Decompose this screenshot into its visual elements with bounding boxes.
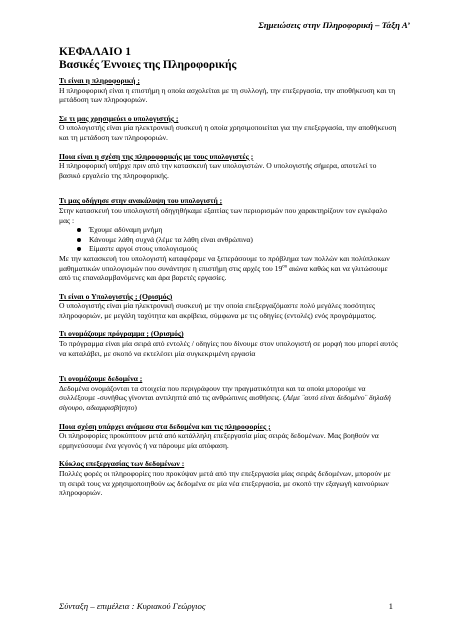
- section-relation: [59, 152, 399, 181]
- section-heading: Τι ονομάζουμε πρόγραμμα ; (Ορισμός): [59, 329, 184, 339]
- section-heading: Τι μας οδήγησε στην ανακάλυψη του υπολογιστή ;: [59, 196, 223, 206]
- chapter-title-block: [59, 46, 236, 72]
- chapter-number: ΚΕΦΑΛΑΙΟ 1: [59, 46, 132, 58]
- chapter-title: Βασικές Έννοιες της Πληροφορικής: [59, 59, 237, 71]
- text-part: αιώνα καθώς και να γλιτώσουμε από τις επαναλαμβανόμενες και άρα βαρετές εργασίες.: [59, 263, 388, 283]
- section-heading: Ποια είναι η σχέση της πληροφορικής με τους υπολογιστές ;: [59, 151, 254, 161]
- section-text: Η πληροφορική είναι η επιστήμη η οποία ασχολείται με τη συλλογή, την επεξεργασία, την αποθήκευση και τη μετάδοση των πληροφοριών.: [59, 85, 396, 105]
- list-item: Έχουμε αδύναμη μνήμη: [89, 225, 399, 235]
- section-text: Το πρόγραμμα είναι μία σειρά από εντολές / οδηγίες που δίνουμε στον υπολογιστή σε μορφή που μπορεί αυτός να καταλάβει, με σκοπό να εκτελέσει μία συγκεκριμένη εργασία: [59, 339, 398, 358]
- text-part: Δεδομένα ονομάζονται τα στοιχεία που περιγράφουν την πραγματικότητα και τα οποία μπορούμε να συλλέξουμε -συνήθως γίνονται αντιληπτά από τις ανθρώπινες αισθήσεις. (: [59, 383, 366, 403]
- section-text: Στην κατασκευή του υπολογιστή οδηγηθήκαμε εξαιτίας των περιορισμών που χαρακτηρίζουν τον εγκέφαλο μας :: [59, 205, 388, 225]
- section-text: Οι πληροφορίες προκύπτουν μετά από κατάλληλη επεξεργασία μίας σειράς δεδομένων. Μας βοηθούν να ερμηνεύσουμε ένα γεγονός ή να πάρουμε μία απόφαση.: [59, 431, 379, 450]
- text-part: Με την κατασκευή του υπολογιστή καταφέραμε να ξεπεράσουμε το πρόβλημα των πολλών και πολύπλοκων μαθηματικών υπολογισμών που συνάντησε η επιστήμη στις αρχές του 19: [59, 253, 390, 273]
- list-item: Κάνουμε λάθη συχνά (λέμε τα λάθη είναι ανθρώπινα): [89, 235, 399, 245]
- section-processing-cycle: [59, 459, 399, 497]
- italic-note: Λέμε ¨αυτό είναι δεδομένο¨ δηλαδή σίγουρο, αδιαμφισβήτητο: [59, 393, 391, 413]
- section-heading: Τι ονομάζουμε δεδομένα ;: [59, 374, 143, 384]
- section-text-continued: [59, 254, 399, 283]
- section-data-definition: [59, 374, 399, 412]
- section-heading: Κύκλος επεξεργασίας των δεδομένων :: [59, 459, 185, 469]
- section-computer-use: [59, 114, 399, 143]
- page-number: 1: [388, 601, 393, 611]
- document-body: [59, 76, 399, 498]
- section-discovery: [59, 196, 399, 282]
- limitations-list: [59, 225, 399, 254]
- section-text: Ο υπολογιστής είναι μία ηλεκτρονική συσκευή η οποία χρησιμοποιείται για την επεξεργασία, την αποθήκευση και τη μετάδοση των πληροφοριών.: [59, 123, 397, 142]
- section-heading: Τι είναι ο Υπολογιστής ; (Ορισμός): [59, 291, 173, 301]
- running-header: Σημειώσεις στην Πληροφορική – Τάξη Α’: [258, 20, 410, 30]
- section-heading: Ποια σχέση υπάρχει ανάμεσα στα δεδομένα και τις πληροφορίες ;: [59, 421, 271, 431]
- section-heading: Τι είναι η πληροφορική ;: [59, 76, 140, 85]
- page-footer: [59, 601, 393, 611]
- section-text: [59, 384, 399, 413]
- section-text: Η πληροφορική υπήρχε πριν από την κατασκευή των υπολογιστών. Ο υπολογιστής σήμερα, αποτελεί το βασικό εργαλείο της πληροφορικής.: [59, 161, 377, 180]
- text-part: ): [134, 403, 137, 413]
- footer-author: Σύνταξη – επιμέλεια : Κυριακού Γεώργιος: [59, 601, 206, 611]
- superscript: ου: [282, 263, 288, 269]
- section-text: Ο υπολογιστής είναι μία ηλεκτρονική συσκευή με την οποία επεξεργαζόμαστε πολύ μεγάλες ποσότητες πληροφοριών, με μεγάλη ταχύτητα και ακρίβεια, σύμφωνα με τις οδηγίες (εντολές) ενός προγράμματος.: [59, 301, 377, 320]
- section-computer-definition: [59, 292, 399, 321]
- section-what-is-informatics: [59, 76, 399, 105]
- section-heading: Σε τι μας χρησιμεύει ο υπολογιστής ;: [59, 113, 179, 123]
- section-data-vs-information: [59, 422, 399, 451]
- section-program-definition: [59, 329, 399, 358]
- list-item: Είμαστε αργοί στους υπολογισμούς: [89, 244, 399, 254]
- section-text: Πολλές φορές οι πληροφορίες που προκύψαν μετά από την επεξεργασία μίας σειράς δεδομένων, μπορούν με τη σειρά τους να χρησιμοποιηθούν ως δεδομένα σε μία νέα επεξεργασία, με σκοπό την εξαγωγή καινούριων πληροφοριών.: [59, 469, 391, 498]
